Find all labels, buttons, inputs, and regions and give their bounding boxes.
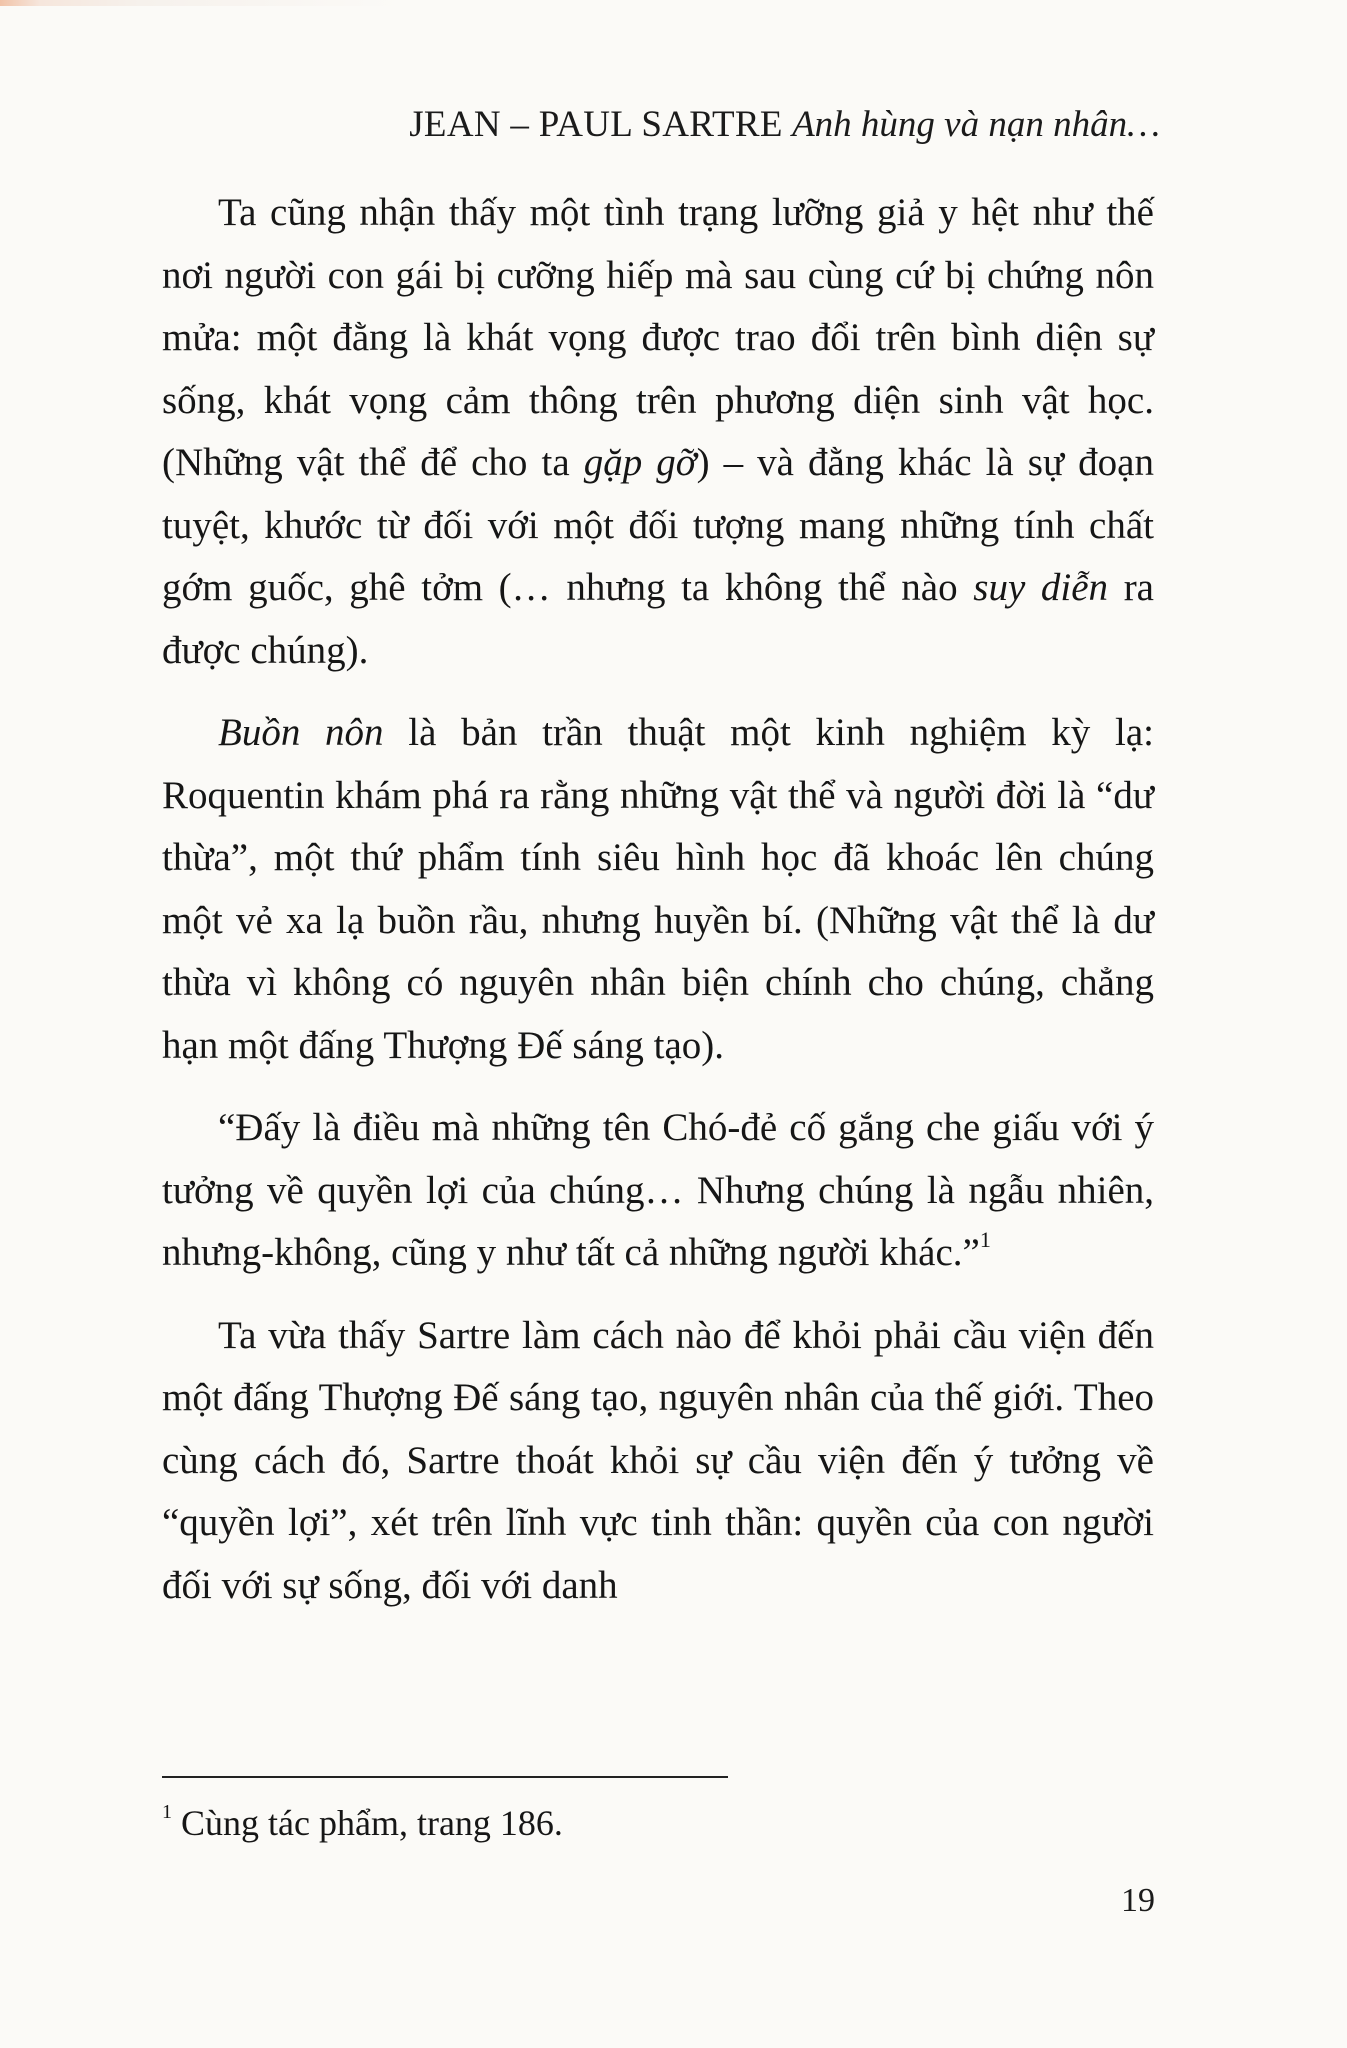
paragraph-1-text-c: ra được chúng).	[162, 566, 1154, 672]
paragraph-2-italic-a: Buồn nôn	[218, 711, 384, 754]
running-head-title: Anh hùng và nạn nhân…	[792, 104, 1160, 145]
paragraph-1-italic-b: suy diễn	[973, 566, 1109, 609]
footnote-reference[interactable]: 1	[979, 1227, 991, 1252]
body-text	[162, 182, 1154, 1617]
paragraph-3	[162, 1097, 1154, 1285]
footnote	[162, 1800, 1152, 1846]
paragraph-2-text-a: là bản trần thuật một kinh nghiệm kỳ lạ: Roquentin khám phá ra rằng những vật thể và người đời là “dư thừa”, một thứ phẩm tính siêu hình học đã khoác lên chúng một vẻ xa lạ buồn rầu, nhưng huyền bí. (Những vật thể là dư thừa vì không có nguyên nhân biện chính cho chúng, chẳng hạn một đấng Thượng Đế sáng tạo).	[162, 711, 1154, 1067]
page-number: 19	[1121, 1882, 1155, 1919]
paragraph-1-text-b: ) – và đằng khác là sự đoạn tuyệt, khước từ đối với một đối tượng mang những tính chất gớm guốc, ghê tởm (… nhưng ta không thể nào	[162, 441, 1154, 609]
paragraph-1	[162, 182, 1154, 682]
paragraph-2	[162, 702, 1154, 1077]
paragraph-1-text-a: Ta cũng nhận thấy một tình trạng lưỡng giả y hệt như thế nơi người con gái bị cưỡng hiếp mà sau cùng cứ bị chứng nôn mửa: một đằng là khát vọng được trao đổi trên bình diện sự sống, khát vọng cảm thông trên phương diện sinh vật học. (Những vật thể để cho ta	[162, 191, 1154, 484]
paragraph-4	[162, 1305, 1154, 1618]
paragraph-4-text: Ta vừa thấy Sartre làm cách nào để khỏi phải cầu viện đến một đấng Thượng Đế sáng tạo, nguyên nhân của thế giới. Theo cùng cách đó, Sartre thoát khỏi sự cầu viện đến ý tưởng về “quyền lợi”, xét trên lĩnh vực tinh thần: quyền của con người đối với sự sống, đối với danh	[162, 1313, 1154, 1607]
paragraph-1-italic-a: gặp gỡ	[583, 441, 697, 484]
page-edge-shadow	[0, 0, 1347, 6]
footnote-text: Cùng tác phẩm, trang 186.	[172, 1803, 563, 1843]
running-head	[160, 103, 1160, 146]
footnote-rule	[162, 1776, 728, 1778]
footnote-marker: 1	[162, 1801, 172, 1823]
running-head-author: JEAN – PAUL SARTRE	[409, 104, 783, 145]
paragraph-3-quote: “Đấy là điều mà những tên Chó-đẻ cố gắng che giấu với ý tưởng về quyền lợi của chúng… Nhưng chúng là ngẫu nhiên, nhưng-không, cũng y như tất cả những người khác.”	[162, 1106, 1154, 1274]
